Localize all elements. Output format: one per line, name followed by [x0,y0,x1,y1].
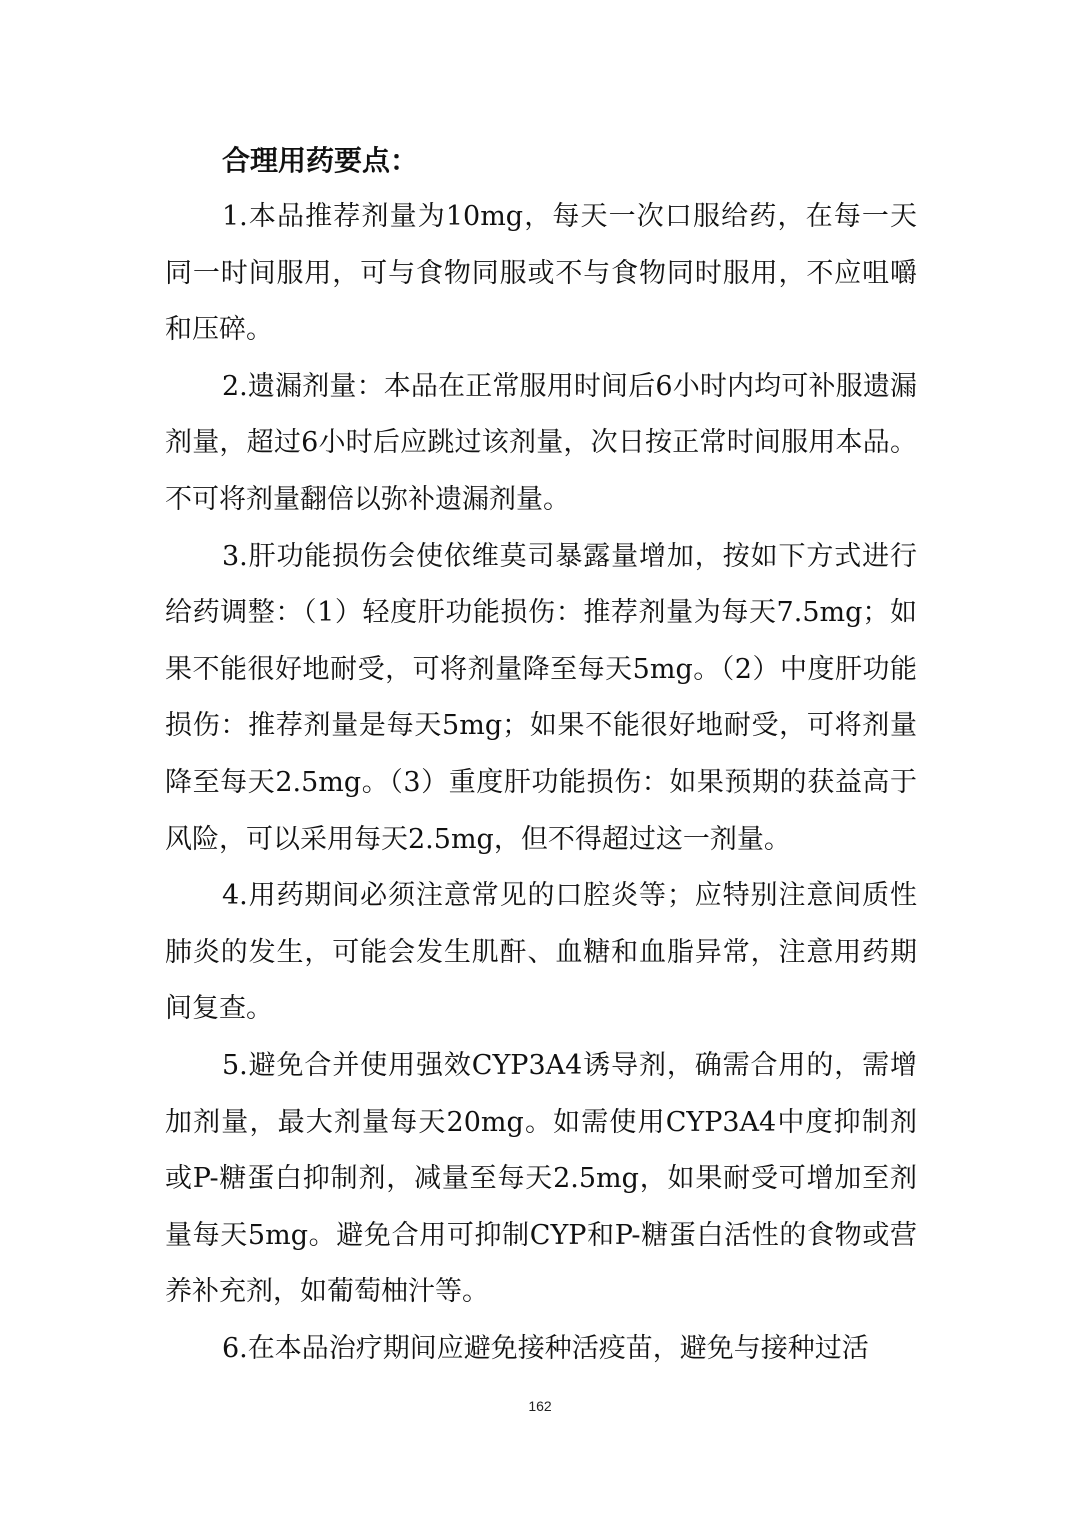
page-number: 162 [528,1398,552,1414]
paragraph-1: 1.本品推荐剂量为10mg，每天一次口服给药，在每一天同一时间服用，可与食物同服或不与食物同时服用，不应咀嚼和压碎。 [165,201,917,346]
paragraph-2: 2.遗漏剂量：本品在正常服用时间后6小时内均可补服遗漏剂量，超过6小时后应跳过该剂量，次日按正常时间服用本品。不可将剂量翻倍以弥补遗漏剂量。 [165,370,917,515]
paragraph-6: 6.在本品治疗期间应避免接种活疫苗，避免与接种过活 [222,1332,869,1364]
section-heading: 合理用药要点： [222,144,419,177]
paragraph-4: 4.用药期间必须注意常见的口腔炎等；应特别注意间质性肺炎的发生，可能会发生肌酐、血糖和血脂异常，注意用药期间复查。 [165,880,917,1025]
document-body [165,132,917,1377]
paragraph-5: 5.避免合并使用强效CYP3A4诱导剂，确需合用的，需增加剂量，最大剂量每天20mg。如需使用CYP3A4中度抑制剂或P-糖蛋白抑制剂，减量至每天2.5mg，如果耐受可增加至剂量每天5mg。避免合用可抑制CYP和P-糖蛋白活性的食物或营养补充剂，如葡萄柚汁等。 [165,1049,917,1308]
paragraph-3: 3.肝功能损伤会使依维莫司暴露量增加，按如下方式进行给药调整：（1）轻度肝功能损伤：推荐剂量为每天7.5mg；如果不能很好地耐受，可将剂量降至每天5mg。（2）中度肝功能损伤：推荐剂量是每天5mg；如果不能很好地耐受，可将剂量降至每天2.5mg。（3）重度肝功能损伤：如果预期的获益高于风险，可以采用每天2.5mg，但不得超过这一剂量。 [165,540,917,855]
